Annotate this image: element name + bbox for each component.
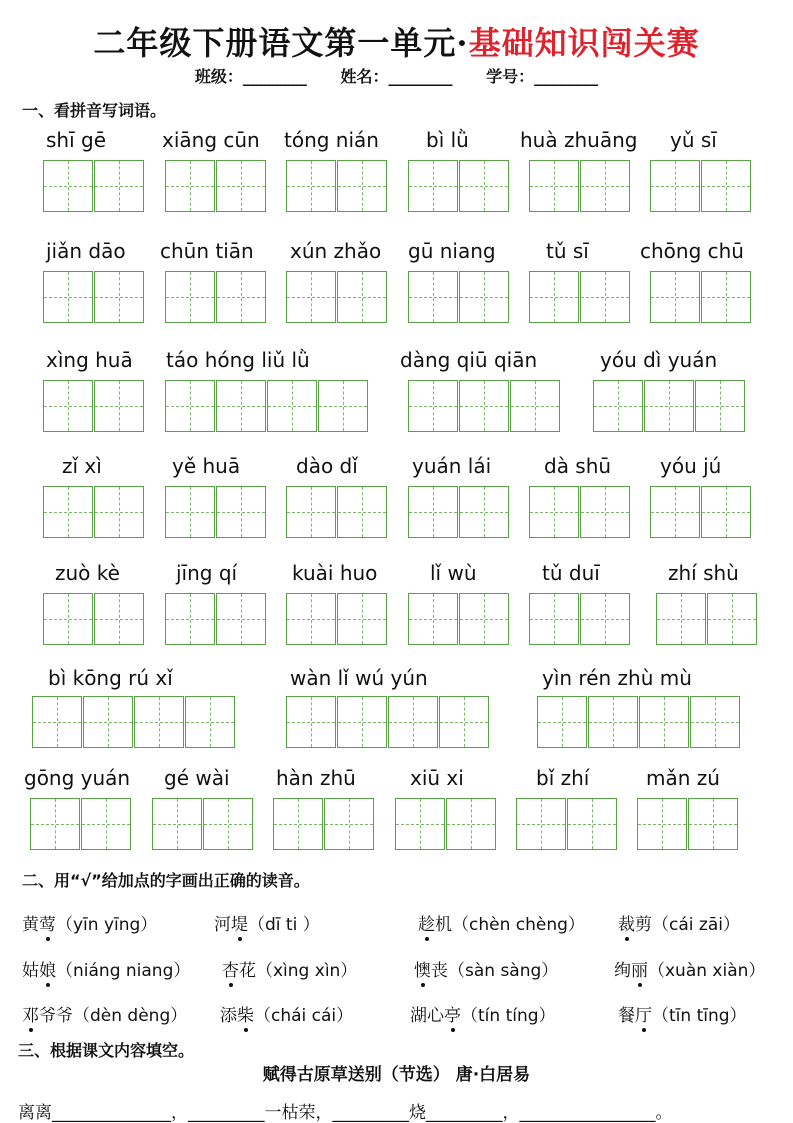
pinyin-label: bì lǜ: [426, 128, 469, 152]
answer-box[interactable]: [537, 696, 741, 748]
pinyin-label: bì kōng rú xǐ: [48, 666, 173, 690]
page-title: [0, 18, 793, 64]
answer-box[interactable]: [650, 160, 752, 212]
answer-box[interactable]: [529, 486, 631, 538]
answer-box[interactable]: [395, 798, 497, 850]
item-prefix: 餐: [618, 1006, 635, 1026]
answer-box[interactable]: [32, 696, 236, 748]
answer-box[interactable]: [286, 696, 490, 748]
number-field[interactable]: 学号：________: [486, 67, 599, 86]
pinyin-label: dàng qiū qiān: [400, 348, 538, 372]
title-main: 二年级下册语文第一单元·: [93, 24, 469, 62]
answer-box[interactable]: [529, 593, 631, 645]
answer-box[interactable]: [165, 380, 369, 432]
poem-title: 赋得古原草送别（节选） 唐·白居易: [262, 1065, 531, 1085]
pronunciation-item[interactable]: [414, 956, 558, 981]
item-options: 花（xìng xìn）: [239, 961, 358, 981]
item-prefix: 湖心: [410, 1006, 444, 1026]
answer-box[interactable]: [650, 271, 752, 323]
pinyin-label: yě huā: [172, 454, 241, 478]
section-2-heading: 二、用“√”给加点的字画出正确的读音。: [22, 871, 310, 890]
answer-box[interactable]: [656, 593, 758, 645]
pinyin-label: tǔ sī: [546, 239, 589, 263]
item-options: （xuàn xiàn）: [648, 961, 766, 981]
answer-box[interactable]: [273, 798, 375, 850]
item-options: （chái cái）: [254, 1006, 354, 1026]
dotted-char: 丽: [631, 961, 648, 981]
answer-box[interactable]: [165, 486, 267, 538]
class-field[interactable]: 班级：________: [194, 67, 307, 86]
pinyin-label: kuài huo: [292, 561, 378, 585]
pinyin-label: jiǎn dāo: [46, 239, 126, 263]
item-options: （tín tíng）: [461, 1006, 556, 1026]
pinyin-label: yóu jú: [660, 454, 722, 478]
student-info: [0, 64, 793, 87]
answer-box[interactable]: [43, 486, 145, 538]
pinyin-label: chōng chū: [640, 239, 744, 263]
pronunciation-item[interactable]: [22, 1001, 187, 1026]
pinyin-label: hàn zhū: [276, 766, 356, 790]
item-prefix: 添: [220, 1006, 237, 1026]
answer-box[interactable]: [529, 160, 631, 212]
pinyin-label: zhí shù: [668, 561, 739, 585]
answer-box[interactable]: [30, 798, 132, 850]
answer-box[interactable]: [408, 380, 561, 432]
name-field[interactable]: 姓名：________: [340, 67, 453, 86]
dotted-char: 堤: [231, 915, 248, 935]
pinyin-label: xìng huā: [46, 348, 133, 372]
section-1-heading: 一、看拼音写词语。: [22, 101, 167, 120]
dotted-char: 杏: [222, 961, 239, 981]
pinyin-label: jīng qí: [176, 561, 238, 585]
answer-box[interactable]: [286, 593, 388, 645]
pinyin-label: huà zhuāng: [520, 128, 638, 152]
pinyin-label: xiū xi: [410, 766, 464, 790]
answer-box[interactable]: [593, 380, 746, 432]
answer-box[interactable]: [408, 160, 510, 212]
item-prefix: 绚: [614, 961, 631, 981]
pinyin-label: bǐ zhí: [536, 766, 590, 790]
pinyin-label: dà shū: [544, 454, 612, 478]
item-options: 爷爷（dèn dèng）: [39, 1006, 188, 1026]
pronunciation-item[interactable]: [22, 956, 190, 981]
item-options: （niáng niang）: [56, 961, 191, 981]
answer-box[interactable]: [43, 380, 145, 432]
pronunciation-item[interactable]: [410, 1001, 556, 1026]
title-highlight: 基础知识闯关赛: [468, 24, 700, 62]
pinyin-label: shī gē: [46, 128, 107, 152]
answer-box[interactable]: [165, 160, 267, 212]
pronunciation-item[interactable]: [618, 910, 740, 935]
pronunciation-item[interactable]: [220, 1001, 353, 1026]
pronunciation-item[interactable]: [214, 910, 320, 935]
dotted-char: 莺: [39, 915, 56, 935]
answer-box[interactable]: [286, 486, 388, 538]
dotted-char: 裁: [618, 915, 635, 935]
pinyin-label: táo hóng liǔ lǜ: [166, 348, 310, 372]
item-prefix: 黄: [22, 915, 39, 935]
answer-box[interactable]: [286, 271, 388, 323]
answer-box[interactable]: [516, 798, 618, 850]
answer-box[interactable]: [165, 271, 267, 323]
item-options: （yīn yīng）: [56, 915, 158, 935]
pinyin-label: gū niang: [408, 239, 496, 263]
pronunciation-item[interactable]: [614, 956, 765, 981]
pinyin-label: chūn tiān: [160, 239, 254, 263]
item-options: （tīn tīng）: [652, 1006, 747, 1026]
pinyin-label: lǐ wù: [430, 561, 477, 585]
answer-box[interactable]: [637, 798, 739, 850]
pinyin-label: mǎn zú: [646, 766, 720, 790]
answer-box[interactable]: [286, 160, 388, 212]
answer-box[interactable]: [43, 271, 145, 323]
answer-box[interactable]: [650, 486, 752, 538]
pinyin-label: dào dǐ: [296, 454, 358, 478]
pinyin-label: yóu dì yuán: [600, 348, 718, 372]
answer-box[interactable]: [152, 798, 254, 850]
answer-box[interactable]: [165, 593, 267, 645]
pronunciation-item[interactable]: [22, 910, 157, 935]
pinyin-label: yìn rén zhù mù: [542, 666, 692, 690]
fill-in-line[interactable]: 离离______________，_________一枯荣，_________烧_________，________________。: [18, 1103, 673, 1123]
dotted-char: 柴: [237, 1006, 254, 1026]
pinyin-label: wàn lǐ wú yún: [290, 666, 428, 690]
pronunciation-item[interactable]: [418, 910, 585, 935]
pinyin-label: gōng yuán: [24, 766, 131, 790]
pinyin-label: zǐ xì: [62, 454, 102, 478]
dotted-char: 厅: [635, 1006, 652, 1026]
answer-box[interactable]: [43, 593, 145, 645]
pinyin-label: gé wài: [164, 766, 230, 790]
answer-box[interactable]: [408, 271, 510, 323]
item-prefix: 河: [214, 915, 231, 935]
dotted-char: 亭: [444, 1006, 461, 1026]
dotted-char: 趁: [418, 915, 435, 935]
pinyin-label: xún zhǎo: [290, 239, 382, 263]
dotted-char: 懊: [414, 961, 431, 981]
pronunciation-item[interactable]: [222, 956, 357, 981]
item-options: （dī ti ）: [248, 915, 320, 935]
pinyin-label: xiāng cūn: [162, 128, 260, 152]
pinyin-label: tǔ duī: [542, 561, 600, 585]
section-3-heading: 三、根据课文内容填空。: [18, 1041, 195, 1060]
item-prefix: 姑: [22, 961, 39, 981]
item-options: 剪（cái zāi）: [635, 915, 740, 935]
dotted-char: 邓: [22, 1006, 39, 1026]
dotted-char: 娘: [39, 961, 56, 981]
answer-box[interactable]: [408, 593, 510, 645]
pinyin-label: yǔ sī: [670, 128, 717, 152]
pinyin-label: yuán lái: [412, 454, 492, 478]
pinyin-label: tóng nián: [284, 128, 379, 152]
answer-box[interactable]: [529, 271, 631, 323]
pinyin-label: zuò kè: [55, 561, 120, 585]
answer-box[interactable]: [408, 486, 510, 538]
item-options: 机（chèn chèng）: [435, 915, 585, 935]
pronunciation-item[interactable]: [618, 1001, 747, 1026]
item-options: 丧（sàn sàng）: [431, 961, 559, 981]
answer-box[interactable]: [43, 160, 145, 212]
